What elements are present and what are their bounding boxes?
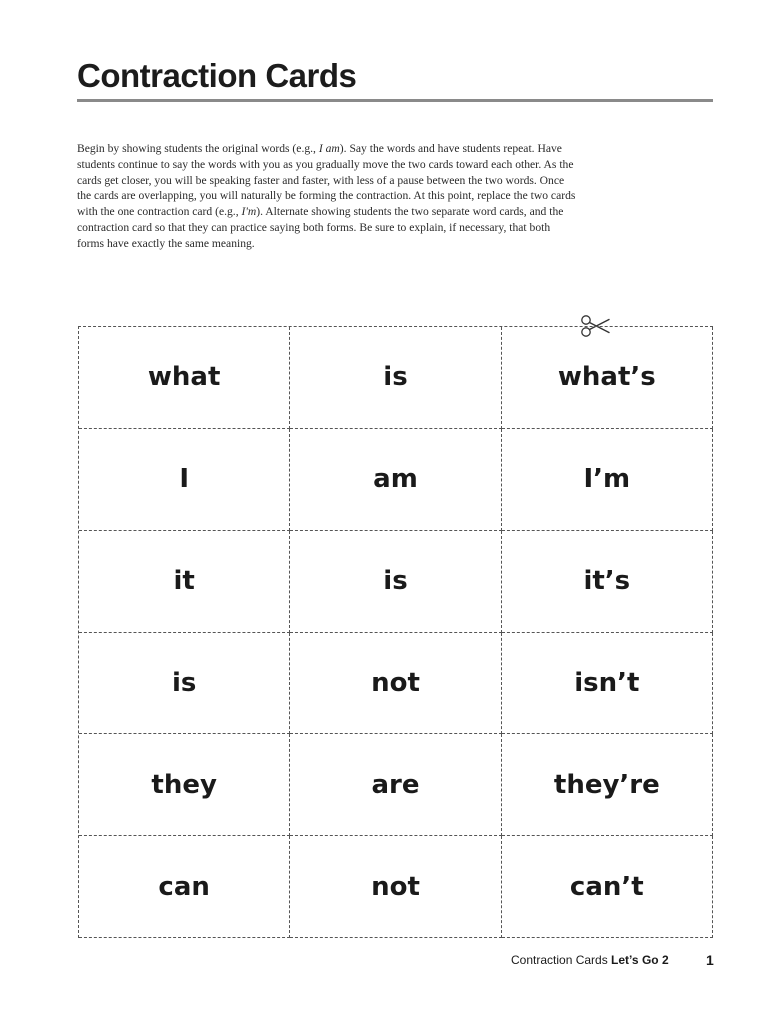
word-card: is <box>290 327 501 429</box>
footer-book: Let’s Go 2 <box>611 953 669 967</box>
contraction-card: they’re <box>502 734 713 836</box>
word-card: what <box>79 327 290 429</box>
page-number: 1 <box>706 952 714 968</box>
contraction-cards-grid <box>78 326 713 938</box>
word-card: they <box>79 734 290 836</box>
contraction-card: isn’t <box>502 633 713 735</box>
footer-label <box>511 953 669 967</box>
word-card: I <box>79 429 290 531</box>
page-title: Contraction Cards <box>77 57 357 94</box>
title-rule <box>77 99 713 102</box>
word-card: is <box>290 531 501 633</box>
intro-text: Begin by showing students the original words (e.g., <box>77 142 319 155</box>
intro-text: ). Say the words and have students repeat. Have students continue to say the words with you as you gradually move the two cards toward each other. As the cards get closer, you will be speaking faster and faster, with less of a pause between the two words. Once the cards are overlapping, you will naturally be forming the contraction. At this point, replace the two cards with the one contraction card (e.g., <box>77 142 576 219</box>
contraction-card: what’s <box>502 327 713 429</box>
word-card: are <box>290 734 501 836</box>
intro-example: I am <box>318 142 340 155</box>
word-card: is <box>79 633 290 735</box>
intro-paragraph <box>77 141 577 252</box>
contraction-card: can’t <box>502 836 713 938</box>
contraction-card: I’m <box>502 429 713 531</box>
intro-text: ). Alternate showing students the two separate word cards, and the contraction card so that they can practice saying both forms. Be sure to explain, if necessary, that both forms have exactly the same meaning. <box>77 205 564 250</box>
word-card: am <box>290 429 501 531</box>
word-card: it <box>79 531 290 633</box>
intro-example: I'm <box>241 205 257 219</box>
word-card: can <box>79 836 290 938</box>
contraction-card: it’s <box>502 531 713 633</box>
word-card: not <box>290 633 501 735</box>
footer-section: Contraction Cards <box>511 953 612 967</box>
word-card: not <box>290 836 501 938</box>
